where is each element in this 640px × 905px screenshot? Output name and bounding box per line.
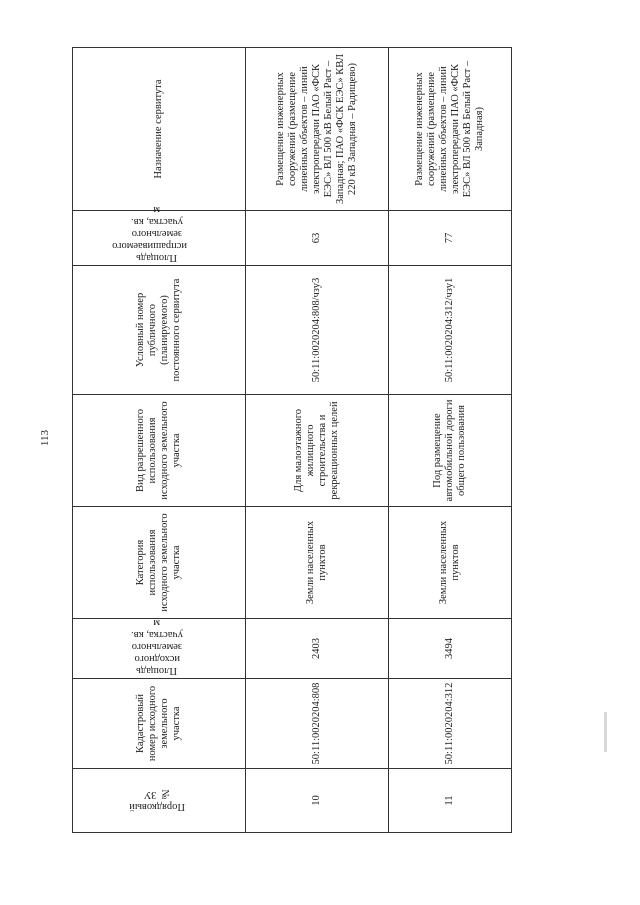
table-rotation <box>72 48 512 833</box>
cell-category: Земли населенных пунктов <box>246 507 389 619</box>
servitude-table <box>72 47 512 833</box>
header-cadastral: Кадастровый номер исходного земельного участка <box>73 679 246 769</box>
cell-requested-area: 77 <box>388 211 511 266</box>
cell-permitted-use: Для малоэтажного жилищного строительства и рекреационных целей <box>246 395 389 507</box>
table-row <box>246 48 389 833</box>
scan-artifact <box>604 712 607 752</box>
cell-source-area: 2403 <box>246 619 389 679</box>
header-row <box>73 48 246 833</box>
cell-purpose: Размещение инженерных сооружений (размещение линейных объектов – линий электропередачи ПАО «ФСК ЕЭС» ВЛ 500 кВ Белый Раст – Западная) <box>388 48 511 211</box>
cell-serial: 11 <box>388 769 511 833</box>
header-serial: Порядковый № ЗУ <box>73 769 246 833</box>
table-wrapper <box>72 48 512 833</box>
cell-servitude-number: 50:11:0020204:312/чзу1 <box>388 266 511 395</box>
header-servitude-number: Условный номер публичного (планируемого) постоянного сервитута <box>73 266 246 395</box>
cell-category: Земли населенных пунктов <box>388 507 511 619</box>
cell-source-area: 3494 <box>388 619 511 679</box>
cell-cadastral: 50:11:0020204:808 <box>246 679 389 769</box>
cell-purpose: Размещение инженерных сооружений (размещение линейных объектов – линий электропередачи ПАО «ФСК ЕЭС» ВЛ 500 кВ Белый Раст – Западная; ПАО «ФСК ЕЭС» КВЛ 220 кВ Западная – Радищево) <box>246 48 389 211</box>
header-permitted-use: Вид разрешенного использования исходного земельного участка <box>73 395 246 507</box>
cell-permitted-use: Под размещение автомобильной дороги общего пользования <box>388 395 511 507</box>
cell-cadastral: 50:11:0020204:312 <box>388 679 511 769</box>
header-source-area: Площадь исходного земельного участка, кв. м <box>73 619 246 679</box>
header-category: Категория использования исходного земельного участка <box>73 507 246 619</box>
cell-serial: 10 <box>246 769 389 833</box>
page-number: 113 <box>39 430 51 447</box>
table-row <box>388 48 511 833</box>
header-purpose: Назначение сервитута <box>73 48 246 211</box>
cell-requested-area: 63 <box>246 211 389 266</box>
header-requested-area: Площадь испрашиваемого земельного участка, кв. м <box>73 211 246 266</box>
cell-servitude-number: 50:11:0020204:808/чзу3 <box>246 266 389 395</box>
